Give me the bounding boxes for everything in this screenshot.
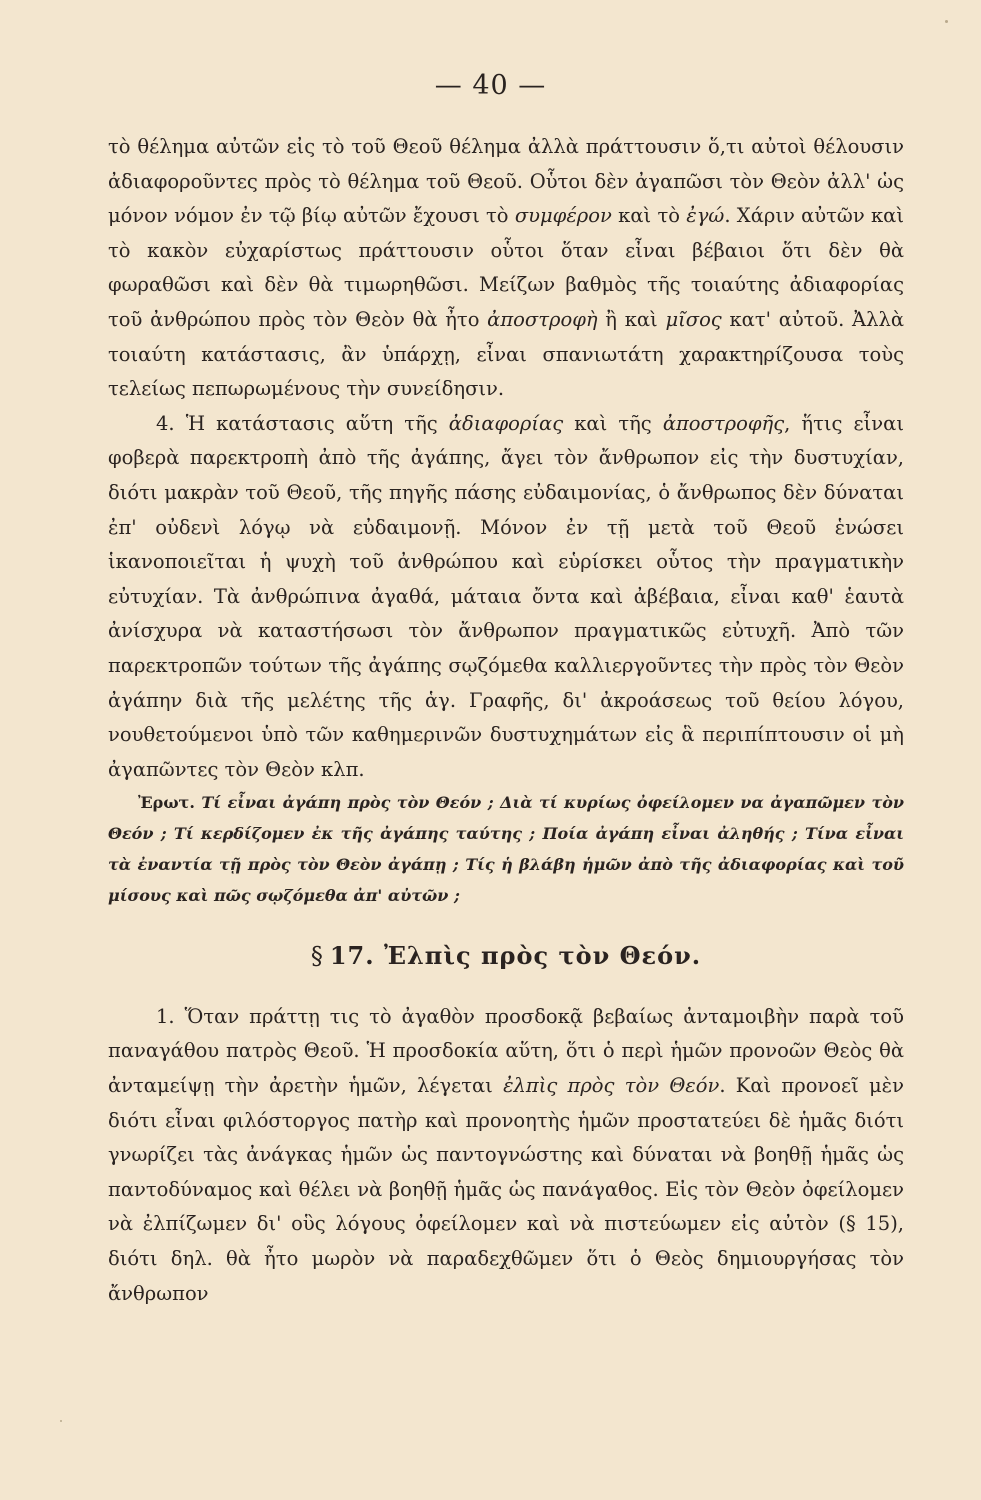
- emphasized-text: ἐλπὶς πρὸς τὸν Θεόν: [503, 1074, 720, 1098]
- questions-text: Τί εἶναι ἀγάπη πρὸς τὸν Θεόν ; Διὰ τί κυρίως ὀφείλομεν να ἀγαπῶμεν τὸν Θεόν ; Τί κερδίζομεν ἐκ τῆς ἀγάπης ταύτης ; Ποία ἀγάπη εἶναι ἀληθής ; Τίνα εἶναι τὰ ἐναντία τῇ πρὸς τὸν Θεὸν ἀγάπῃ ; Τίς ἡ βλάβη ἡμῶν ἀπὸ τῆς ἀδιαφορίας καὶ τοῦ μίσους καὶ πῶς σῳζόμεθα ἀπ' αὐτῶν ;: [108, 793, 904, 906]
- emphasized-text: μῖσος: [665, 307, 722, 331]
- emphasized-text: συμφέρον: [514, 204, 612, 228]
- paragraph-1: [108, 1000, 904, 1311]
- text-run: 1. Ὅταν πράττῃ τις τὸ ἀγαθὸν προσδοκᾷ βεβαίως ἀνταμοιβὴν παρὰ τοῦ παναγάθου πατρὸς Θεοῦ. Ἡ προσδοκία αὕτη, ὅτι ὁ περὶ ἡμῶν προνοῶν Θεὸς θὰ ἀνταμείψῃ τὴν ἀρετὴν ἡμῶν, λέγεται: [108, 1004, 904, 1098]
- text-run: , ἥτις εἶναι φοβερὰ παρεκτροπὴ ἀπὸ τῆς ἀγάπης, ἄγει τὸν ἄνθρωπον εἰς τὴν δυστυχίαν, διότι μακρὰν τοῦ Θεοῦ, τῆς πηγῆς πάσης εὐδαιμονίας, ὁ ἄνθρωπος δὲν δύναται ἐπ' οὐδενὶ λόγῳ νὰ εὐδαιμονῇ. Μόνον ἐν τῇ μετὰ τοῦ Θεοῦ ἑνώσει ἱκανοποιεῖται ἡ ψυχὴ τοῦ ἀνθρώπου καὶ εὑρίσκει οὗτος τὴν πραγματικὴν εὐτυχίαν. Τὰ ἀνθρώπινα ἀγαθά, μάταια ὄντα καὶ ἀβέβαια, εἶναι καθ' ἑαυτὰ ἀνίσχυρα νὰ καταστήσωσι τὸν ἄνθρωπον πραγματικῶς εὐτυχῆ. Ἀπὸ τῶν παρεκτροπῶν τούτων τῆς ἀγάπης σῳζόμεθα καλλιεργοῦντες τὴν πρὸς τὸν Θεὸν ἀγάπην διὰ τῆς μελέτης τῆς ἁγ. Γραφῆς, δι' ἀκροάσεως τοῦ θείου λόγου, νουθετούμενοι ὑπὸ τῶν καθημερινῶν δυστυχημάτων εἰς ἃ περιπίπτουσιν οἱ μὴ ἀγαπῶντες τὸν Θεὸν κλπ.: [108, 411, 904, 781]
- emphasized-text: ἀποστροφὴ: [487, 307, 598, 331]
- review-questions: [108, 787, 904, 911]
- page-number: — 40 —: [434, 70, 547, 101]
- paragraph-4: [108, 407, 904, 788]
- paper-speck: [60, 1420, 62, 1422]
- text-run: 4. Ἡ κατάστασις αὕτη τῆς: [156, 411, 449, 435]
- section-title: 17. Ἐλπὶς πρὸς τὸν Θεόν.: [329, 941, 702, 971]
- emphasized-text: ἀποστροφῆς: [662, 411, 785, 435]
- text-run: καὶ τῆς: [563, 411, 663, 435]
- text-run: τὸ θέλημα αὐτῶν εἰς τὸ τοῦ Θεοῦ θέλημα ἀλλὰ πράττουσιν ὅ,τι αὐτοὶ θέλουσιν ἀδιαφοροῦντες πρὸς τὸ θέλημα τοῦ Θεοῦ. Οὗτοι δὲν ἀγαπῶσι τὸν Θεὸν ἀλλ' ὡς μόνον νόμον ἐν τῷ βίῳ αὐτῶν ἔχουσι τὸ: [108, 135, 904, 228]
- text-run: . Καὶ προνοεῖ μὲν διότι εἶναι φιλόστοργος πατὴρ καὶ προνοητὴς ἡμῶν προστατεύει δὲ ἡμᾶς διότι γνωρίζει τὰς ἀνάγκας ἡμῶν ὡς παντογνώστης καὶ δύναται νὰ βοηθῇ ἡμᾶς ὡς παντοδύναμος καὶ θέλει νὰ βοηθῇ ἡμᾶς ὡς πανάγαθος. Εἰς τὸν Θεὸν ὀφείλομεν νὰ ἐλπίζωμεν δι' οὓς λόγους ὀφείλομεν καὶ νὰ πιστεύωμεν εἰς αὐτὸν (§ 15), διότι δηλ. θὰ ἦτο μωρὸν νὰ παραδεχθῶμεν ὅτι ὁ Θεὸς δημιουργήσας τὸν ἄνθρωπον: [108, 1074, 904, 1305]
- emphasized-text: ἐγώ: [686, 204, 725, 228]
- text-run: κατ' αὐτοῦ. Ἀλλὰ τοιαύτη κατάστασις, ἂν ὑπάρχῃ, εἶναι σπανιωτάτη χαρακτηρίζουσα τοὺς τελείως πεπωρωμένους τὴν συνείδησιν.: [108, 307, 905, 401]
- section-heading: [108, 939, 904, 974]
- emphasized-text: ἀδιαφορίας: [448, 411, 564, 435]
- text-run: . Χάριν αὐτῶν καὶ τὸ κακὸν εὐχαρίστως πράττουσιν οὗτοι ὅταν εἶναι βέβαιοι ὅτι δὲν θὰ φωραθῶσι καὶ δὲν θὰ τιμωρηθῶσι. Μείζων βαθμὸς τῆς τοιαύτης ἀδιαφορίας τοῦ ἀνθρώπου πρὸς τὸν Θεὸν θὰ ἦτο: [108, 204, 904, 331]
- text-run: καὶ τὸ: [611, 204, 687, 228]
- section-symbol: §: [310, 942, 324, 971]
- questions-label: Ἐρωτ.: [138, 793, 195, 813]
- page-text: [108, 130, 904, 1311]
- text-run: ἢ καὶ: [597, 307, 666, 331]
- paragraph-continued: [108, 130, 904, 407]
- paper-speck: [945, 20, 948, 23]
